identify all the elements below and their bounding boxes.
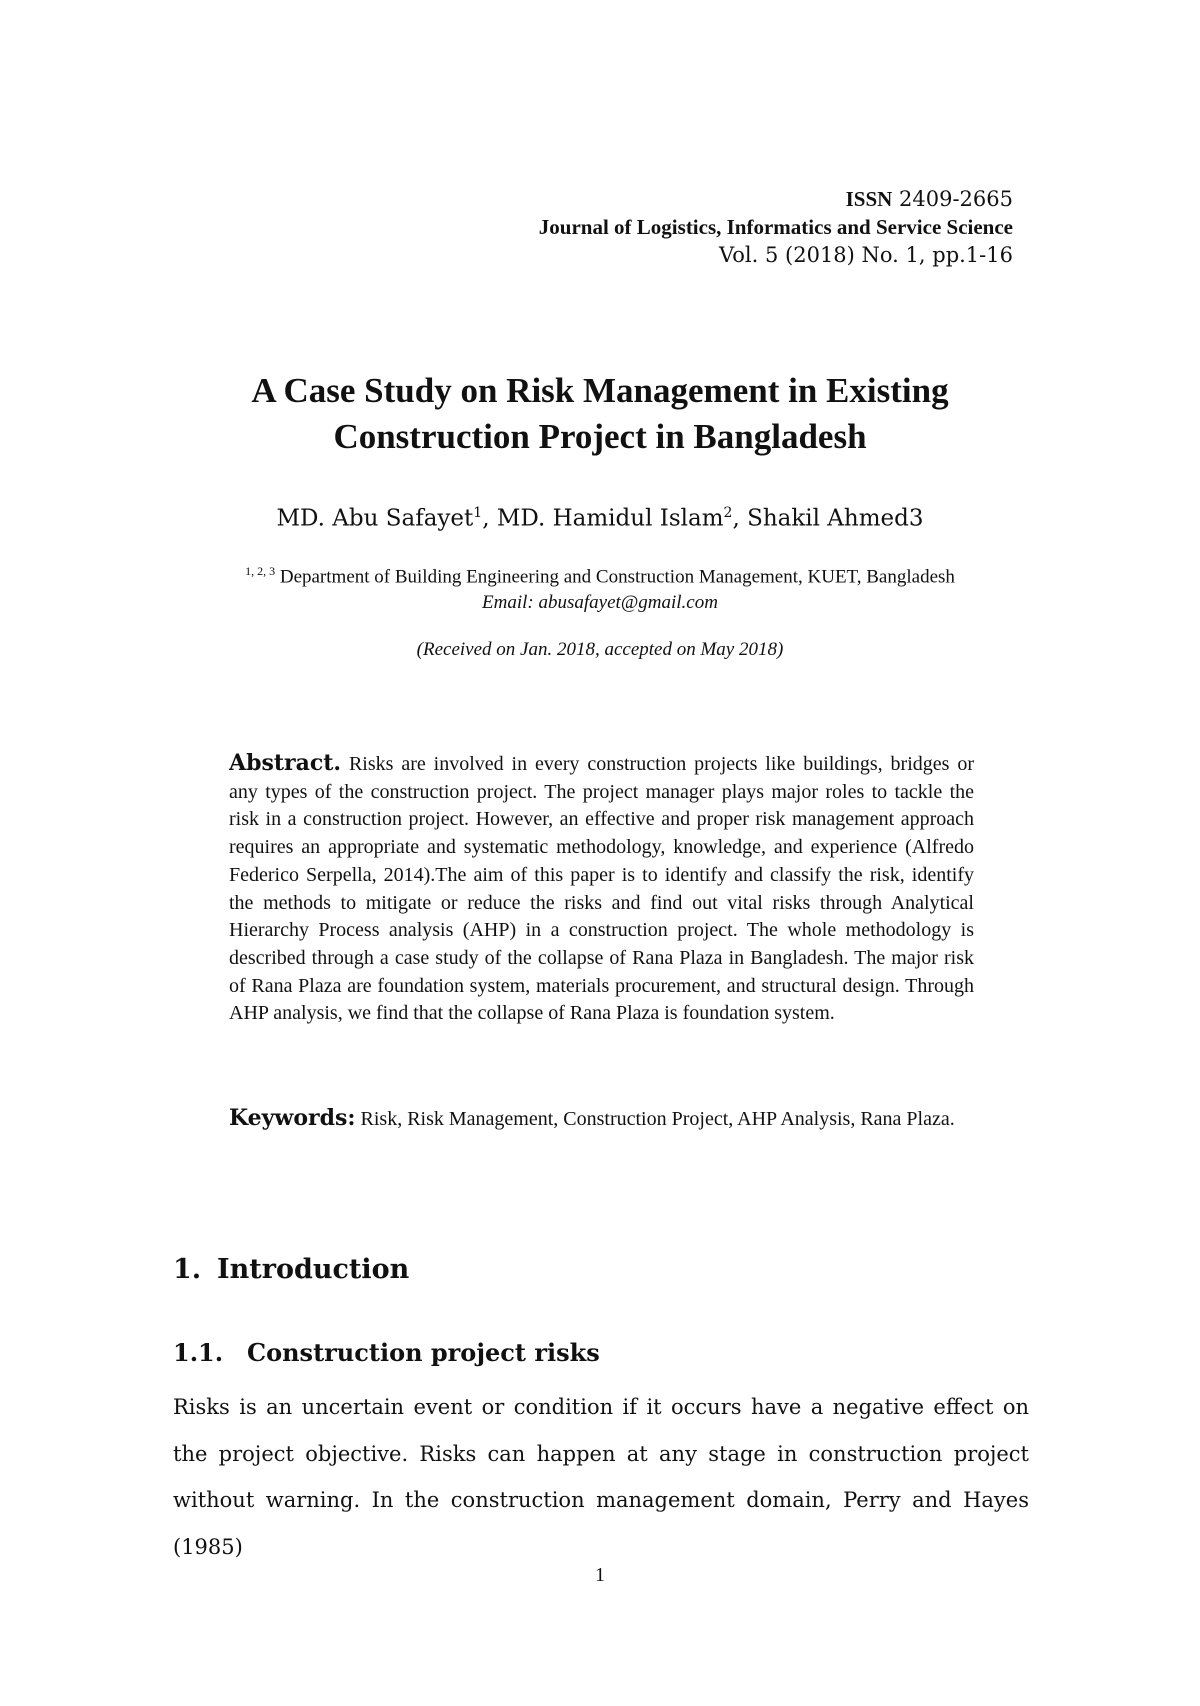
- received-dates: (Received on Jan. 2018, accepted on May 2018): [416, 639, 784, 660]
- keywords-text: Risk, Risk Management, Construction Project, AHP Analysis, Rana Plaza.: [355, 1108, 955, 1130]
- author-separator: ,: [482, 505, 497, 532]
- issn-line: [539, 185, 1013, 213]
- issn-label: ISSN: [845, 187, 893, 211]
- abstract-text: Risks are involved in every construction projects like buildings, bridges or any types of the construction project. The project manager plays major roles to tackle the risk in a construction project. However, an effective and proper risk management approach requires an appropriate and systematic methodology, knowledge, and experience (Alfredo Federico Serpella, 2014).The aim of this paper is to identify and classify the risk, identify the methods to mitigate or reduce the risks and find out vital risks through Analytical Hierarchy Process analysis (AHP) in a construction project. The whole methodology is described through a case study of the collapse of Rana Plaza in Bangladesh. The major risk of Rana Plaza are foundation system, materials procurement, and structural design. Through AHP analysis, we find that the collapse of Rana Plaza is foundation system.: [229, 753, 974, 1025]
- author-2-affiliation-mark: 2: [723, 505, 733, 521]
- keywords-label: Keywords:: [229, 1105, 356, 1131]
- author-1-name: MD. Abu Safayet: [276, 505, 474, 532]
- author-separator: ,: [732, 505, 748, 532]
- body-paragraph: Risks is an uncertain event or condition if it occurs have a negative effect on the project objective. Risks can happen at any stage in construction project without warning. In the construction management domain, Perry and Hayes (1985): [173, 1395, 1029, 1559]
- page-number: 1: [595, 1564, 605, 1586]
- section-title: Introduction: [217, 1254, 410, 1285]
- title-line-1: A Case Study on Risk Management in Existing: [251, 371, 949, 410]
- paper-title: [120, 368, 1080, 460]
- affiliation-block: [120, 558, 1080, 616]
- subsection-heading-construction-project-risks: [173, 1338, 600, 1368]
- subsection-number: 1.1.: [173, 1338, 224, 1367]
- section-number: 1.: [173, 1254, 202, 1285]
- affiliation-department: Department of Building Engineering and Construction Management, KUET, Bangladesh: [275, 566, 955, 588]
- journal-name: Journal of Logistics, Informatics and Service Science: [538, 215, 1013, 239]
- author-2-name: MD. Hamidul Islam: [496, 505, 724, 532]
- author-list: [120, 498, 1080, 534]
- abstract-label: Abstract.: [229, 750, 342, 776]
- author-1-affiliation-mark: 1: [473, 505, 483, 521]
- abstract: [229, 750, 974, 1028]
- subsection-title: Construction project risks: [247, 1338, 600, 1367]
- journal-header: [539, 185, 1013, 269]
- keywords: [229, 1104, 974, 1133]
- title-line-2: Construction Project in Bangladesh: [333, 417, 867, 456]
- issn-value: 2409-2665: [899, 187, 1013, 211]
- volume-info: Vol. 5 (2018) No. 1, pp.1-16: [719, 243, 1013, 267]
- author-3-name: Shakil Ahmed3: [747, 505, 924, 532]
- affiliation-marks: 1, 2, 3: [245, 564, 276, 578]
- author-email: Email: abusafayet@gmail.com: [482, 592, 718, 614]
- affiliation-line: [120, 558, 1080, 590]
- section-heading-introduction: [173, 1253, 409, 1287]
